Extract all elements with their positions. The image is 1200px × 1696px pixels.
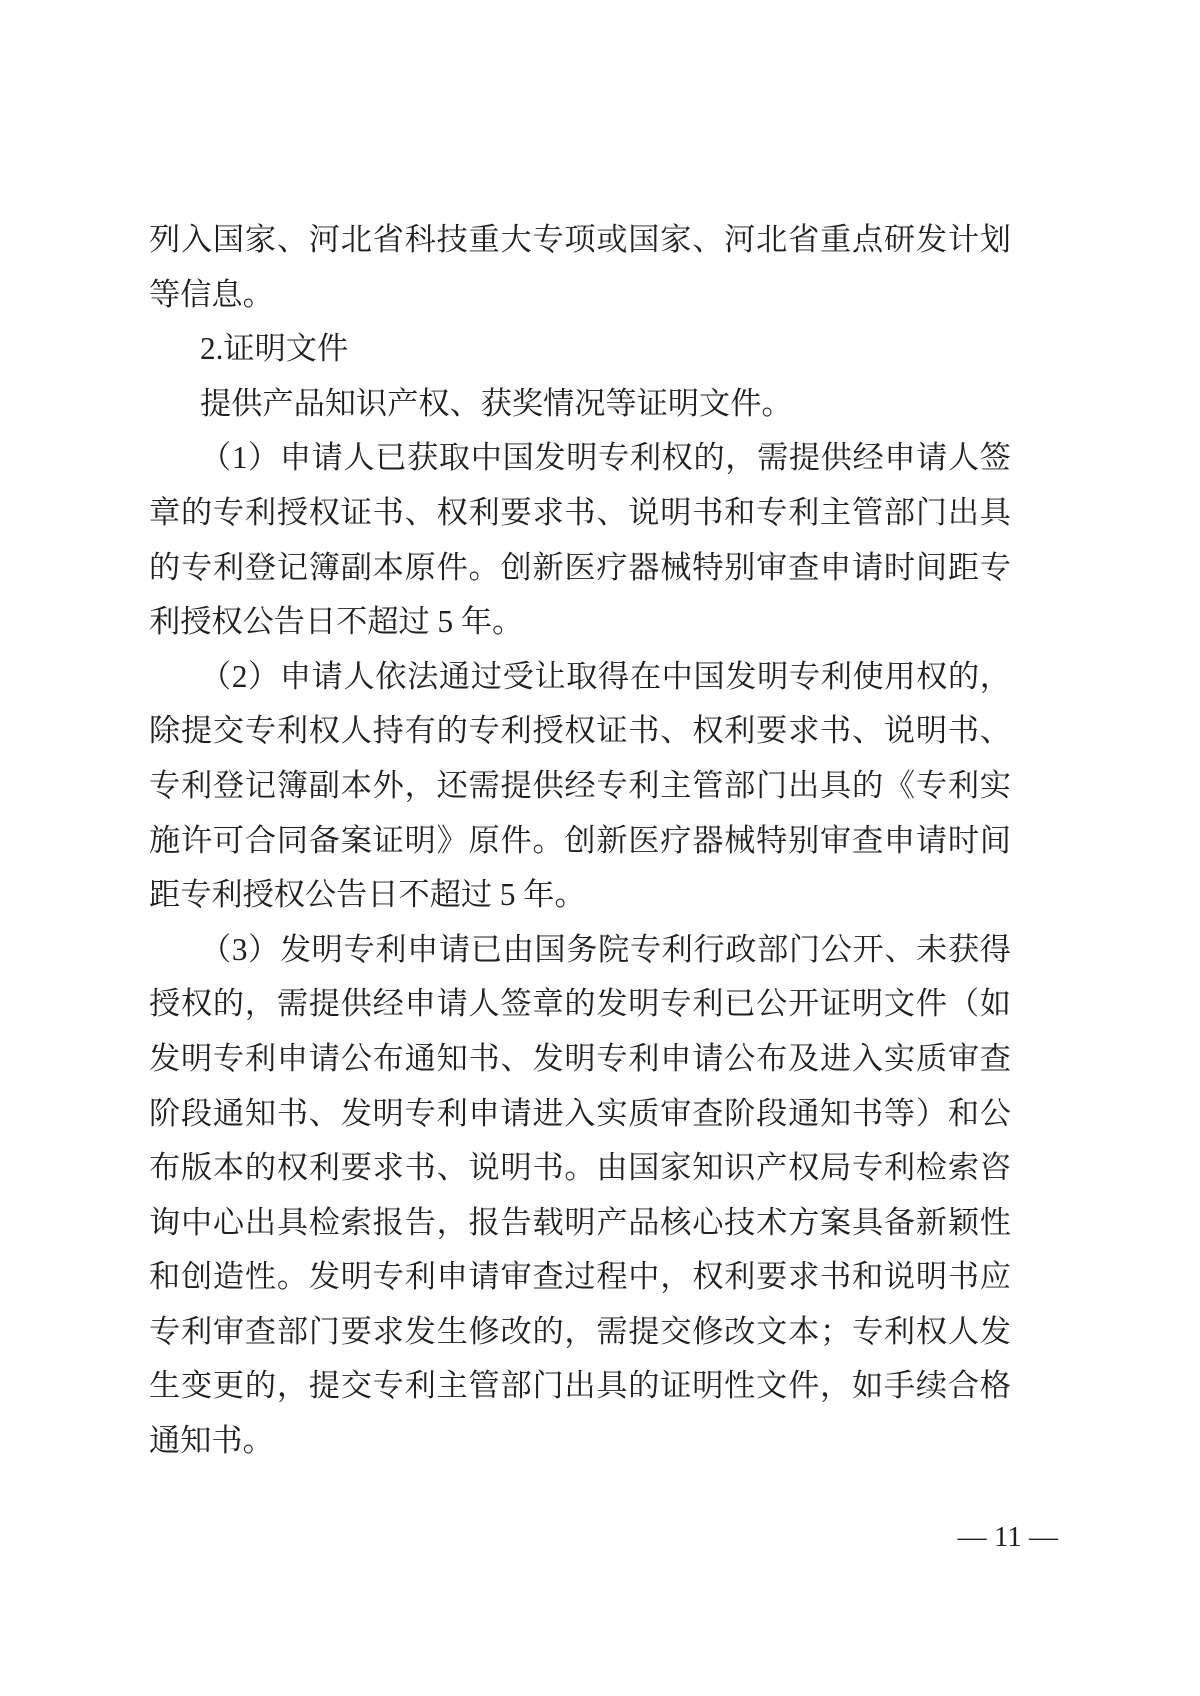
paragraph-item-2: （2）申请人依法通过受让取得在中国发明专利使用权的，除提交专利权人持有的专利授权证书、权利要求书、说明书、专利登记簿副本外，还需提供经专利主管部门出具的《专利实施许可合同备案证明》原件。创新医疗器械特别审查申请时间距专利授权公告日不超过 5 年。 [149,658,1011,913]
paragraph-continuation: 列入国家、河北省科技重大专项或国家、河北省重点研发计划等信息。 [149,222,1011,312]
section-heading: 2.证明文件 [200,331,349,367]
paragraph-item-1: （1）申请人已获取中国发明专利权的，需提供经申请人签章的专利授权证书、权利要求书、说明书和专利主管部门出具的专利登记簿副本原件。创新医疗器械特别审查申请时间距专利授权公告日不超过 5 年。 [149,440,1011,640]
page-number: — 11 — [957,1521,1058,1553]
paragraph-item-3: （3）发明专利申请已由国务院专利行政部门公开、未获得授权的，需提供经申请人签章的发明专利已公开证明文件（如发明专利申请公布通知书、发明专利申请公布及进入实质审查阶段通知书、发明专利申请进入实质审查阶段通知书等）和公布版本的权利要求书、说明书。由国家知识产权局专利检索咨询中心出具检索报告，报告载明产品核心技术方案具备新颖性和创造性。发明专利申请审查过程中，权利要求书和说明书应专利审查部门要求发生修改的，需提交修改文本；专利权人发生变更的，提交专利主管部门出具的证明性文件，如手续合格通知书。 [149,931,1011,1459]
body-text [149,213,1011,1469]
paragraph-intro: 提供产品知识产权、获奖情况等证明文件。 [200,385,793,421]
